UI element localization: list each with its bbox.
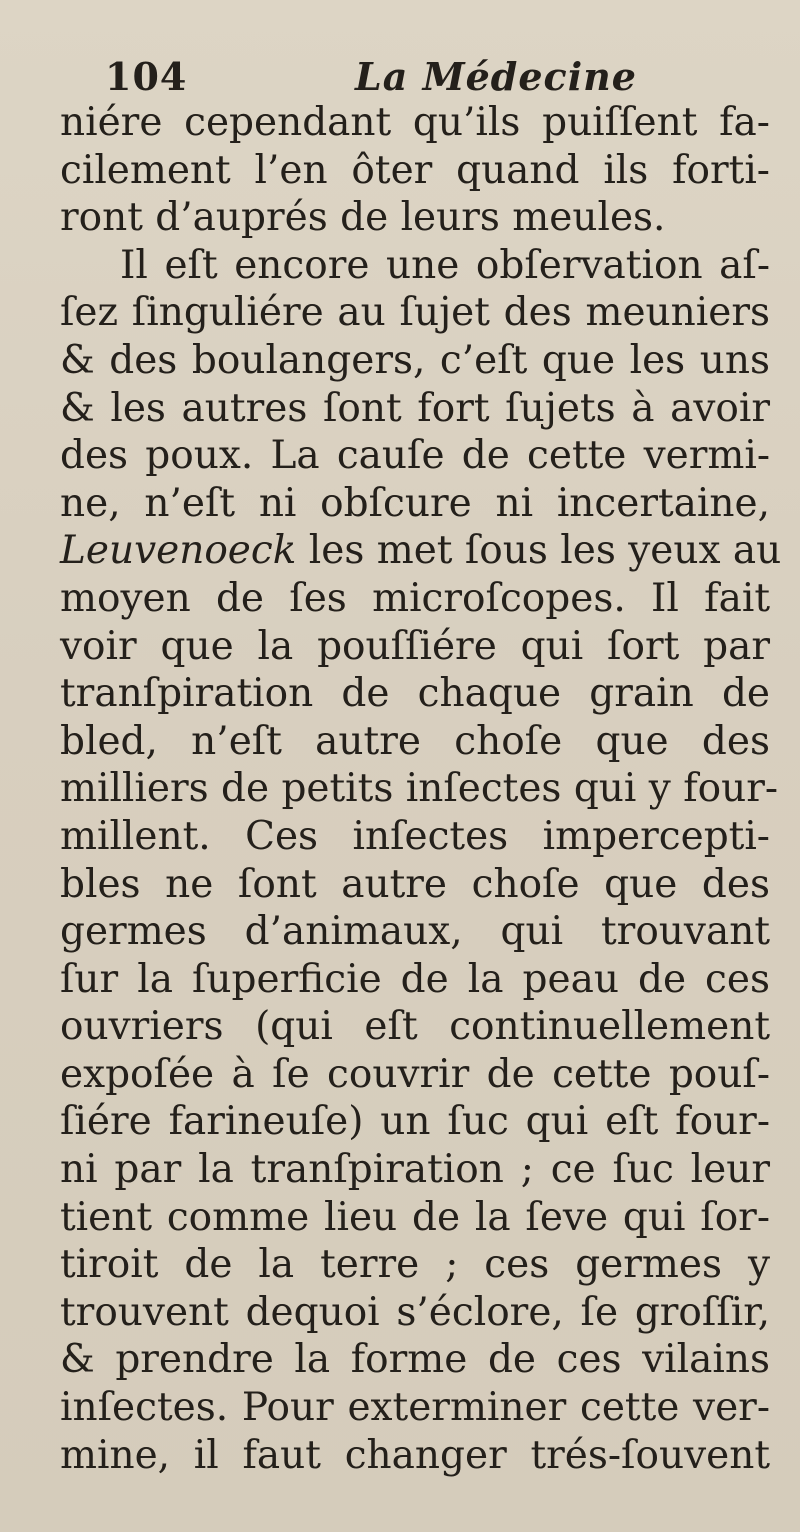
text-line: & des boulangers, c’eſt que les uns: [60, 337, 770, 383]
text-line: germes d’animaux, qui trouvant: [60, 909, 770, 955]
text-line: & prendre la forme de ces vilains: [60, 1337, 770, 1383]
text-line: ouvriers (qui eſt continuellement: [60, 1004, 770, 1050]
text-line: bles ne ſont autre choſe que des: [60, 861, 770, 907]
running-title: La Médecine: [355, 54, 637, 99]
text-line: moyen de ſes microſcopes. Il fait: [60, 575, 770, 621]
text-line: trouvent dequoi s’éclore, ſe groſſir,: [60, 1289, 770, 1335]
text-line: ſez ſinguliére au ſujet des meuniers: [60, 290, 770, 336]
text-line: tranſpiration de chaque grain de: [60, 671, 770, 717]
text-line: mine, il faut changer trés-ſouvent: [60, 1432, 770, 1478]
page-number: 104: [105, 54, 188, 99]
text-line: ſiére farineuſe) un ſuc qui eſt four-: [60, 1099, 770, 1145]
text-line: inſectes. Pour exterminer cette ver-: [60, 1385, 770, 1431]
text-line: niére cependant qu’ils puiſſent fa-: [60, 100, 770, 145]
text-line: expoſée à ſe couvrir de cette pouſ-: [60, 1051, 770, 1097]
text-line: cilement l’en ôter quand ils forti-: [60, 147, 770, 193]
text-line: [60, 527, 782, 575]
body-text: [60, 99, 782, 1479]
author-name: Leuvenoeck: [60, 528, 297, 574]
running-head: [105, 52, 740, 102]
text-line: des poux. La cauſe de cette vermi-: [60, 433, 770, 479]
text-line: millent. Ces inſectes impercepti-: [60, 813, 770, 859]
paragraph-first-line: Il eſt encore une obſervation aſ-: [120, 242, 770, 288]
text-line: milliers de petits inſectes qui y four-: [60, 766, 779, 812]
text-line: tient comme lieu de la ſeve qui ſor-: [60, 1194, 770, 1240]
text-line: ront d’auprés de leurs meules.: [60, 195, 666, 241]
line-remainder: les met ſous les yeux au: [296, 528, 782, 574]
text-line: ne, n’eſt ni obſcure ni incertaine,: [60, 480, 770, 526]
text-line: voir que la pouſſiére qui ſort par: [60, 623, 770, 669]
text-line: ſur la ſuperficie de la peau de ces: [60, 956, 770, 1002]
text-line: ni par la tranſpiration ; ce ſuc leur: [60, 1147, 770, 1193]
text-line: & les autres ſont fort ſujets à avoir: [60, 385, 770, 431]
text-line: bled, n’eſt autre choſe que des: [60, 718, 770, 764]
text-line: tiroit de la terre ; ces germes y: [60, 1242, 770, 1288]
